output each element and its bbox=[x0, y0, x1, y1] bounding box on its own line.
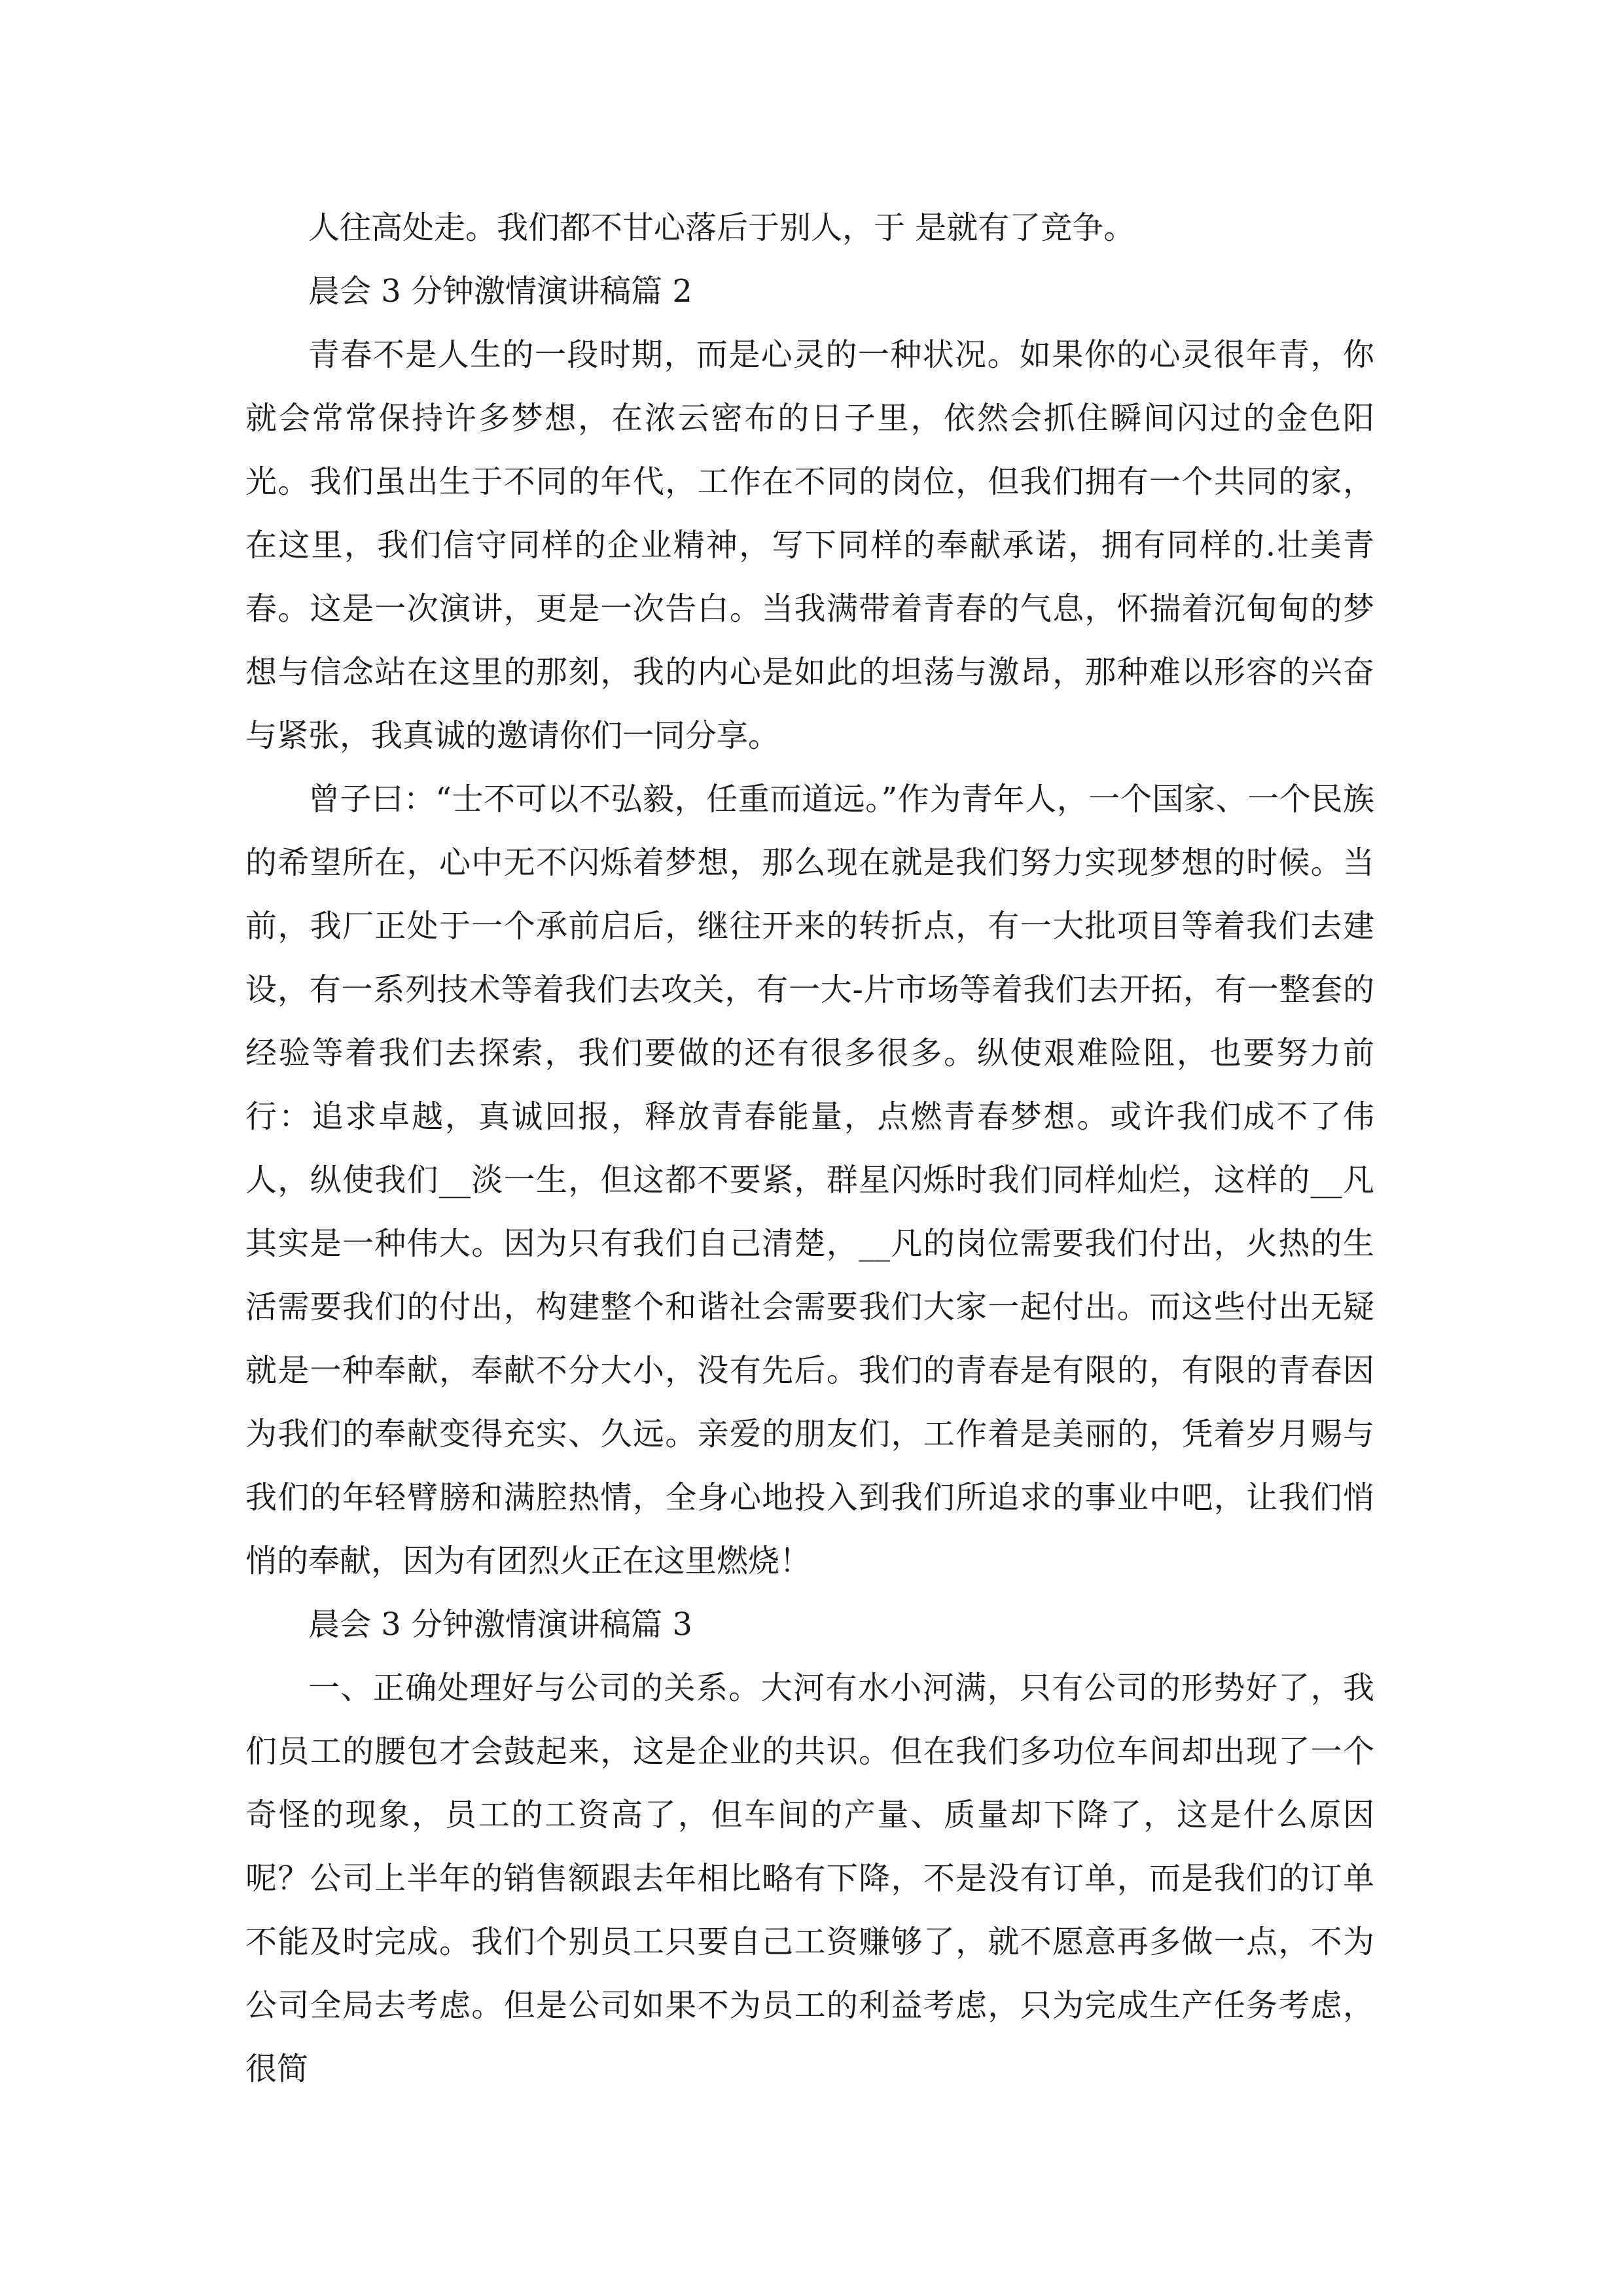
paragraph-zengzi: 曾子曰：“士不可以不弘毅，任重而道远。”作为青年人，一个国家、一个民族的希望所在，心中无不闪烁着梦想，那么现在就是我们努力实现梦想的时候。当前，我厂正处于一个承前启后，继往开来的转折点，有一大批项目等着我们去建设，有一系列技术等着我们去攻关，有一大-片市场等着我们去开拓，有一整套的经验等着我们去探索，我们要做的还有很多很多。纵使艰难险阻，也要努力前行：追求卓越，真诚回报，释放青春能量，点燃青春梦想。或许我们成不了伟人，纵使我们__淡一生，但这都不要紧，群星闪烁时我们同样灿烂，这样的__凡其实是一种伟大。因为只有我们自己清楚，__凡的岗位需要我们付出，火热的生活需要我们的付出，构建整个和谐社会需要我们大家一起付出。而这些付出无疑就是一种奉献，奉献不分大小，没有先后。我们的青春是有限的，有限的青春因为我们的奉献变得充实、久远。亲爱的朋友们，工作着是美丽的，凭着岁月赐与我们的年轻臂膀和满腔热情，全身心地投入到我们所追求的事业中吧，让我们悄悄的奉献，因为有团烈火正在这里燃烧！ bbox=[245, 781, 1374, 1579]
paragraph-youth: 青春不是人生的一段时期，而是心灵的一种状况。如果你的心灵很年青，你就会常常保持许多梦想，在浓云密布的日子里，依然会抓住瞬间闪过的金色阳光。我们虽出生于不同的年代，工作在不同的岗位，但我们拥有一个共同的家，在这里，我们信守同样的企业精神，写下同样的奉献承诺，拥有同样的.壮美青春。这是一次演讲，更是一次告白。当我满带着青春的气息，怀揣着沉甸甸的梦想与信念站在这里的那刻，我的内心是如此的坦荡与激昂，那种难以形容的兴奋与紧张，我真诚的邀请你们一同分享。 bbox=[245, 336, 1374, 754]
section-heading-3: 晨会 3 分钟激情演讲稿篇 3 bbox=[308, 1606, 692, 1643]
section-heading-2: 晨会 3 分钟激情演讲稿篇 2 bbox=[308, 273, 692, 310]
paragraph-company-relation: 一、正确处理好与公司的关系。大河有水小河满，只有公司的形势好了，我们员工的腰包才会鼓起来，这是企业的共识。但在我们多功位车间却出现了一个奇怪的现象，员工的工资高了，但车间的产量、质量却下降了，这是什么原因呢？公司上半年的销售额跟去年相比略有下降，不是没有订单，而是我们的订单不能及时完成。我们个别员工只要自己工资赚够了，就不愿意再多做一点，不为公司全局去考虑。但是公司如果不为员工的利益考虑，只为完成生产任务考虑，很简 bbox=[245, 1670, 1374, 2087]
document-body bbox=[245, 196, 1374, 2101]
paragraph-intro-ending: 人往高处走。我们都不甘心落后于别人，于 是就有了竞争。 bbox=[308, 209, 1135, 246]
